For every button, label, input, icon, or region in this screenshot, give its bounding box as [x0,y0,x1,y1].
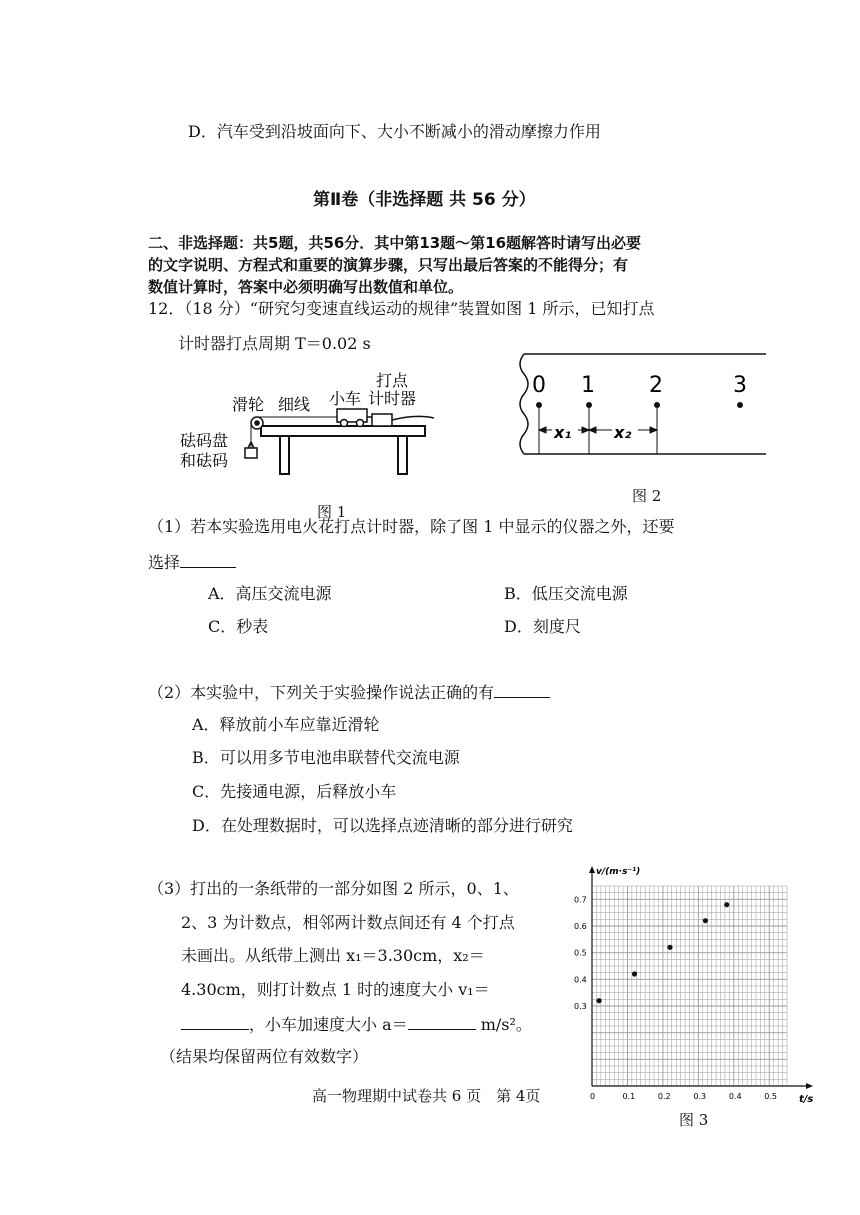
x-tick-label: 0.1 [622,1092,636,1101]
part1-prompt-b: 选择 [148,553,181,572]
part3-line-5-end: m/s²。 [475,1015,532,1034]
part1-option-b: B．低压交流电源 [504,584,628,603]
v1-answer-blank[interactable] [181,1013,249,1030]
tape-point-label-2: 2 [649,373,663,398]
y-tick-label: 0.3 [574,1002,587,1011]
part3-line-5-mid: ，小车加速度大小 a＝ [249,1015,408,1034]
instructions-line-1: 二、非选择题：共5题，共56分．其中第13题～第16题解答时请写出必要 [148,234,642,252]
pulley-icon [251,417,263,429]
part2-answer-blank[interactable] [494,681,550,698]
part1-answer-blank[interactable] [180,551,236,568]
cart-icon [337,409,367,427]
x-tick-label: 0.5 [764,1092,778,1101]
tape-point-label-1: 1 [581,373,595,398]
table-shape [261,426,425,474]
part2-option-a: A．释放前小车应靠近滑轮 [192,715,380,734]
y-tick-label: 0.5 [574,948,587,958]
figure-2-tape [508,350,770,462]
label-string: 细线 [278,395,311,414]
instructions-line-2: 的文字说明、方程式和重要的演算步骤，只写出最后答案的不能得分；有 [148,256,629,274]
part1-option-a: A．高压交流电源 [208,584,332,603]
figure-2-caption: 图 2 [632,487,662,505]
label-timer-2: 计时器 [368,389,417,408]
part3-line-3: 未画出。从纸带上测出 x₁＝3.30cm，x₂＝ [181,946,485,965]
part2-option-c: C．先接通电源，后释放小车 [192,782,397,801]
x-tick-label: 0.4 [728,1092,742,1101]
part3-line-5 [181,1013,532,1035]
part3-line-4: 4.30cm，则打计数点 1 时的速度大小 v₁＝ [181,980,490,999]
part1-prompt-a: （1）若本实验选用电火花打点计时器，除了图 1 中显示的仪器之外，还要 [148,517,675,536]
y-axis-arrow [589,866,595,873]
part2-prompt-row [148,681,550,703]
label-weight-2: 和砝码 [180,451,229,470]
y-tick-label: 0.6 [574,922,587,931]
part3-line-2: 2、3 为计数点，相邻两计数点间还有 4 个打点 [181,913,515,932]
q12-stem-2: 计时器打点周期 T＝0.02 s [178,334,371,353]
part3-line-6: （结果均保留两位有效数字） [160,1047,369,1066]
data-point [724,902,729,907]
part2-option-b: B．可以用多节电池串联替代交流电源 [192,748,460,767]
y-tick-label: 0.7 [574,895,587,905]
figure-1-caption: 图 1 [317,503,347,521]
label-pulley: 滑轮 [232,395,265,414]
y-tick-label: 0.4 [574,975,587,985]
x-tick-label: 0.2 [657,1092,671,1101]
x2-label: x₂ [614,423,632,442]
prev-option-d: D．汽车受到沿坡面向下、大小不断减小的滑动摩擦力作用 [188,122,601,141]
part3-line-1: （3）打出的一条纸带的一部分如图 2 所示，0、1、 [148,879,519,898]
figure-3-chart [560,858,822,1108]
section-title: 第Ⅱ卷（非选择题 共 56 分） [313,190,536,210]
x1-label: x₁ [554,423,572,442]
label-cart: 小车 [329,389,362,408]
label-weight-1: 砝码盘 [180,431,229,450]
figure-3-caption: 图 3 [679,1111,709,1129]
x-axis-label: t/s [799,1094,814,1105]
tape-point-label-0: 0 [532,373,546,398]
instructions-line-3: 数值计算时，答案中必须明确写出数值和单位。 [148,278,464,296]
data-point [703,918,708,923]
part1-option-c: C．秒表 [208,617,269,636]
part2-prompt: （2）本实验中，下列关于实验操作说法正确的有 [148,683,495,702]
x-tick-label: 0.3 [693,1092,707,1101]
label-timer-1: 打点 [376,371,409,390]
data-point [667,945,672,950]
tape-point-label-3: 3 [733,373,747,398]
a-answer-blank[interactable] [408,1013,476,1030]
x-axis-arrow [806,1083,813,1089]
q12-stem-1: 12．（18 分）“研究匀变速直线运动的规律”装置如图 1 所示，已知打点 [148,299,655,318]
tape-dots [536,402,743,408]
page-footer: 高一物理期中试卷共 6 页 第 4页 [312,1087,541,1105]
x-tick-label: 0 [590,1092,596,1101]
figure-1-apparatus [176,368,438,478]
part1-prompt-b-row [148,551,236,573]
timer-icon [367,414,434,426]
y-axis-label: v/(m·s⁻¹) [596,867,641,877]
data-point [632,971,637,976]
data-point [596,998,601,1003]
part1-option-d: D．刻度尺 [504,617,581,636]
part2-option-d: D．在处理数据时，可以选择点迹清晰的部分进行研究 [192,816,573,835]
